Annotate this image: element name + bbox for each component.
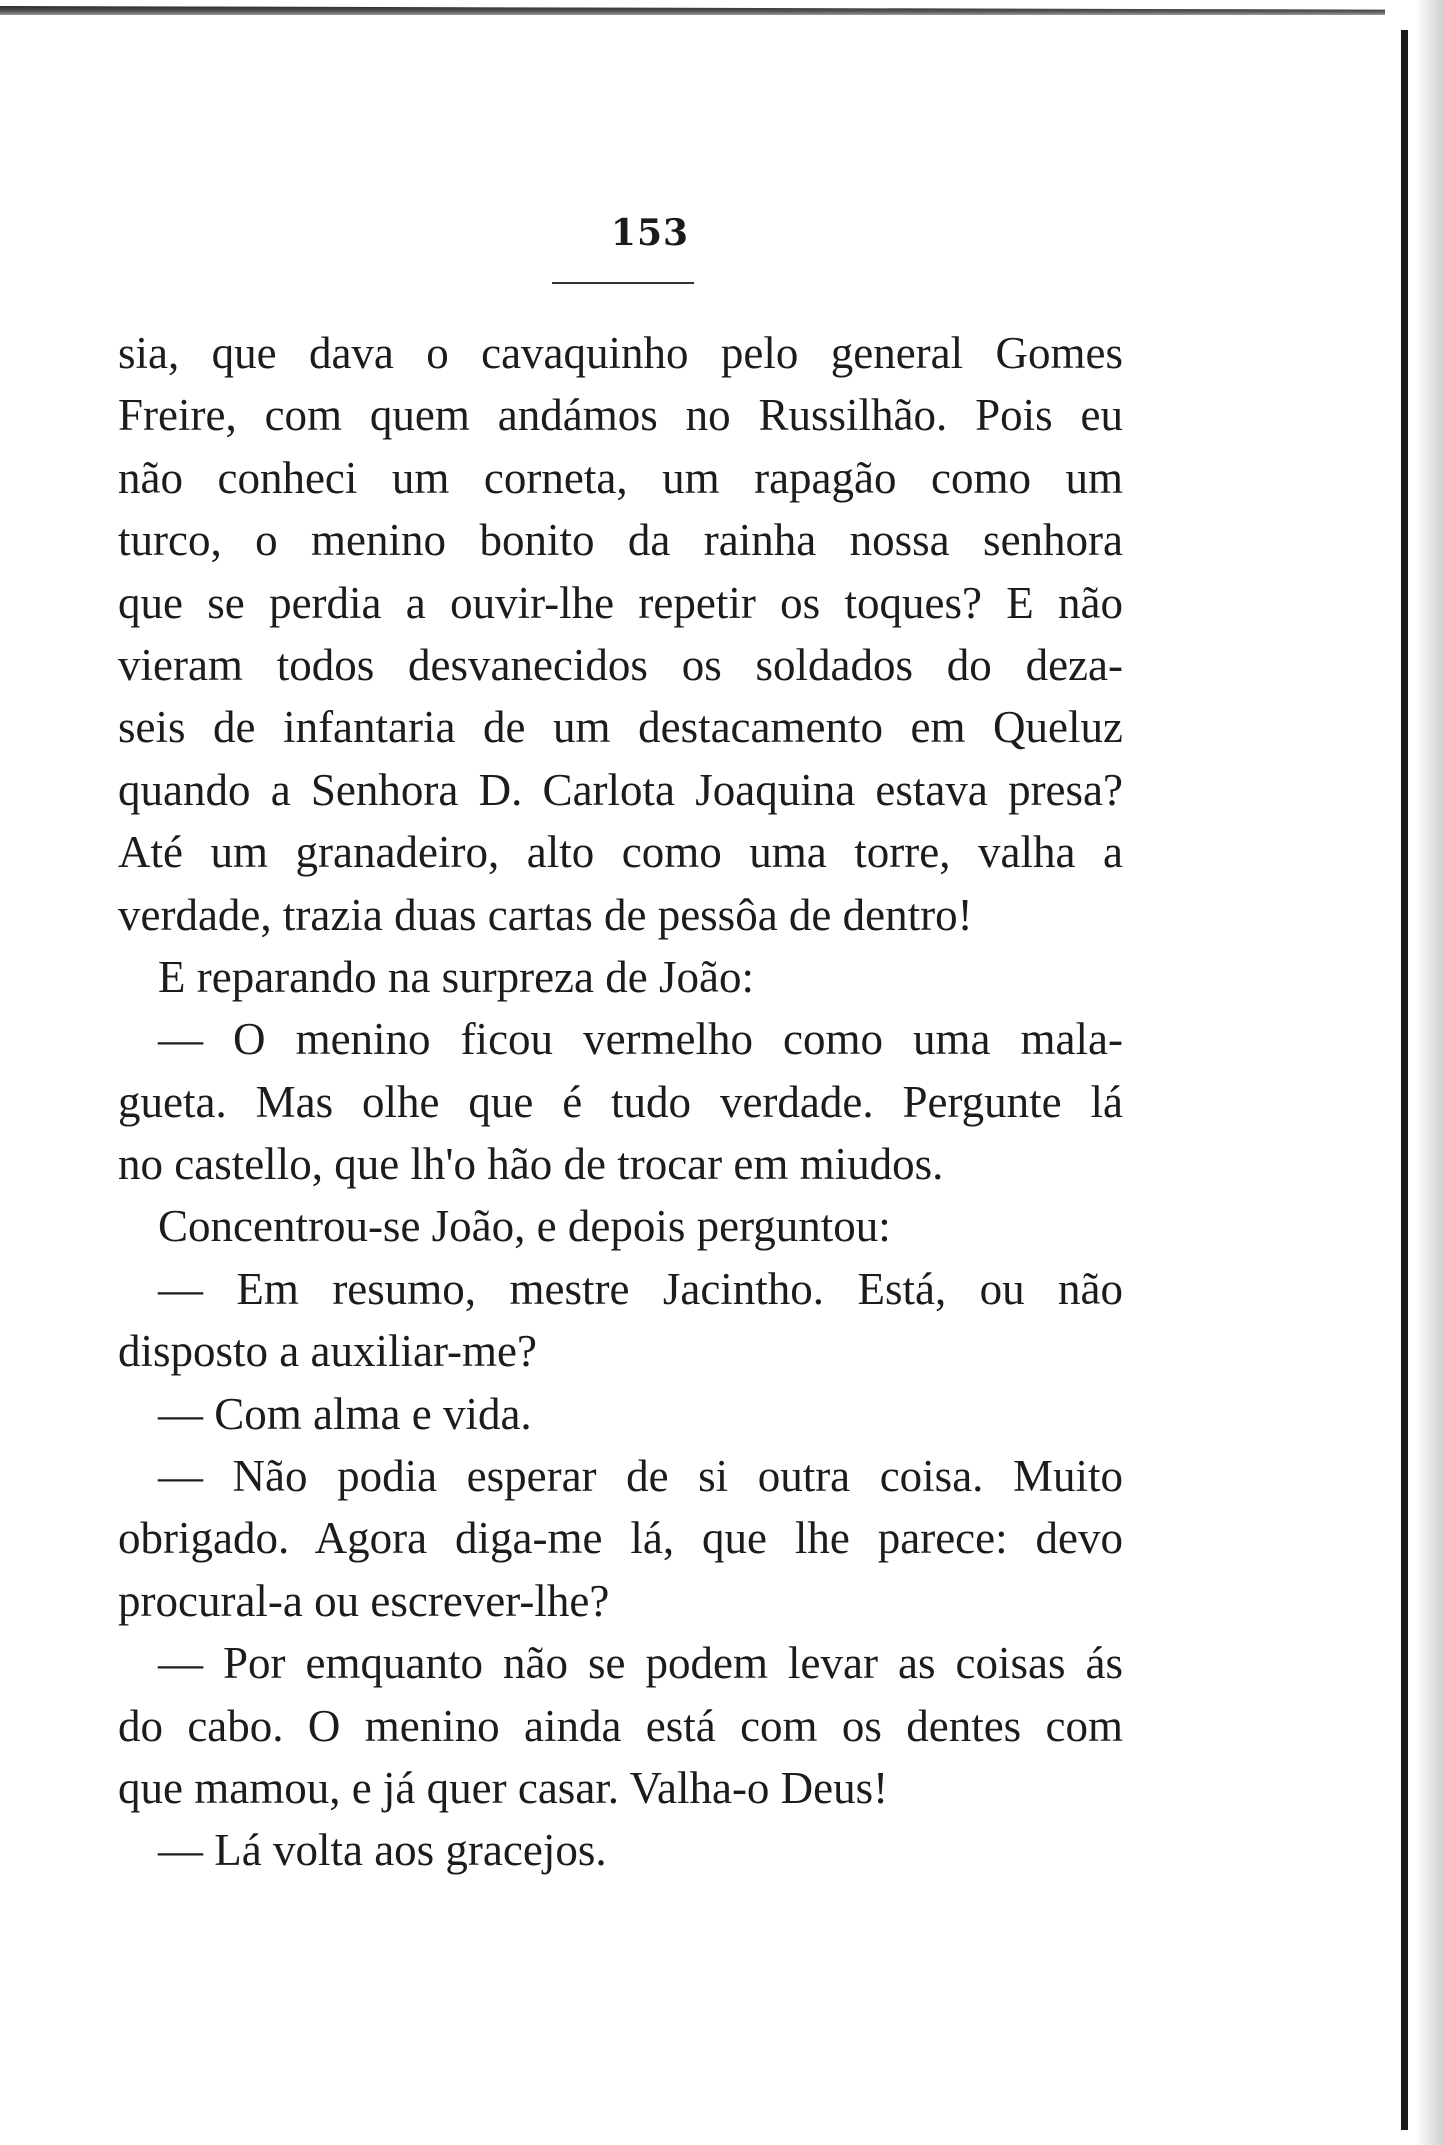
text-line: seis de infantaria de um destacamento em Queluz <box>118 702 1123 753</box>
text-line: no castello, que lh'o hão de trocar em miudos. <box>118 1139 944 1190</box>
text-line: do cabo. O menino ainda está com os dentes com <box>118 1700 1123 1751</box>
text-line: disposto a auxiliar-me? <box>118 1326 537 1377</box>
text-line: — Por emquanto não se podem levar as coisas ás <box>158 1638 1123 1689</box>
text-line: Concentrou-se João, e depois perguntou: <box>158 1201 891 1252</box>
header-rule <box>552 282 694 284</box>
text-line: turco, o menino bonito da rainha nossa senhora <box>118 515 1123 566</box>
text-line: Até um granadeiro, alto como uma torre, valha a <box>118 827 1123 878</box>
text-line: não conheci um corneta, um rapagão como um <box>118 452 1123 503</box>
text-line: — Não podia esperar de si outra coisa. Muito <box>158 1451 1123 1502</box>
page-number: 153 <box>610 212 690 254</box>
text-line: — Em resumo, mestre Jacintho. Está, ou não <box>158 1263 1123 1314</box>
text-line: — O menino ficou vermelho como uma mala- <box>158 1014 1123 1065</box>
text-line: E reparando na surpreza de João: <box>158 951 754 1002</box>
text-line: procural-a ou escrever-lhe? <box>118 1575 610 1626</box>
text-line: quando a Senhora D. Carlota Joaquina estava presa? <box>118 764 1123 815</box>
binding-edge-line <box>1401 30 1408 2130</box>
text-line: verdade, trazia duas cartas de pessôa de dentro! <box>118 889 973 940</box>
top-edge-rule <box>0 6 1385 15</box>
text-line: obrigado. Agora diga-me lá, que lhe parece: devo <box>118 1513 1123 1564</box>
text-line: Freire, com quem andámos no Russilhão. Pois eu <box>118 390 1123 441</box>
text-line: — Lá volta aos gracejos. <box>158 1825 607 1876</box>
text-line: — Com alma e vida. <box>158 1388 532 1439</box>
text-line: vieram todos desvanecidos os soldados do deza- <box>118 639 1123 690</box>
body-text <box>118 322 1123 1882</box>
page-gutter-shadow <box>1416 0 1444 2145</box>
text-line: que se perdia a ouvir-lhe repetir os toques? E não <box>118 577 1123 628</box>
text-line: sia, que dava o cavaquinho pelo general Gomes <box>118 328 1123 378</box>
text-line: gueta. Mas olhe que é tudo verdade. Pergunte lá <box>118 1076 1123 1127</box>
text-line: que mamou, e já quer casar. Valha-o Deus! <box>118 1762 889 1813</box>
